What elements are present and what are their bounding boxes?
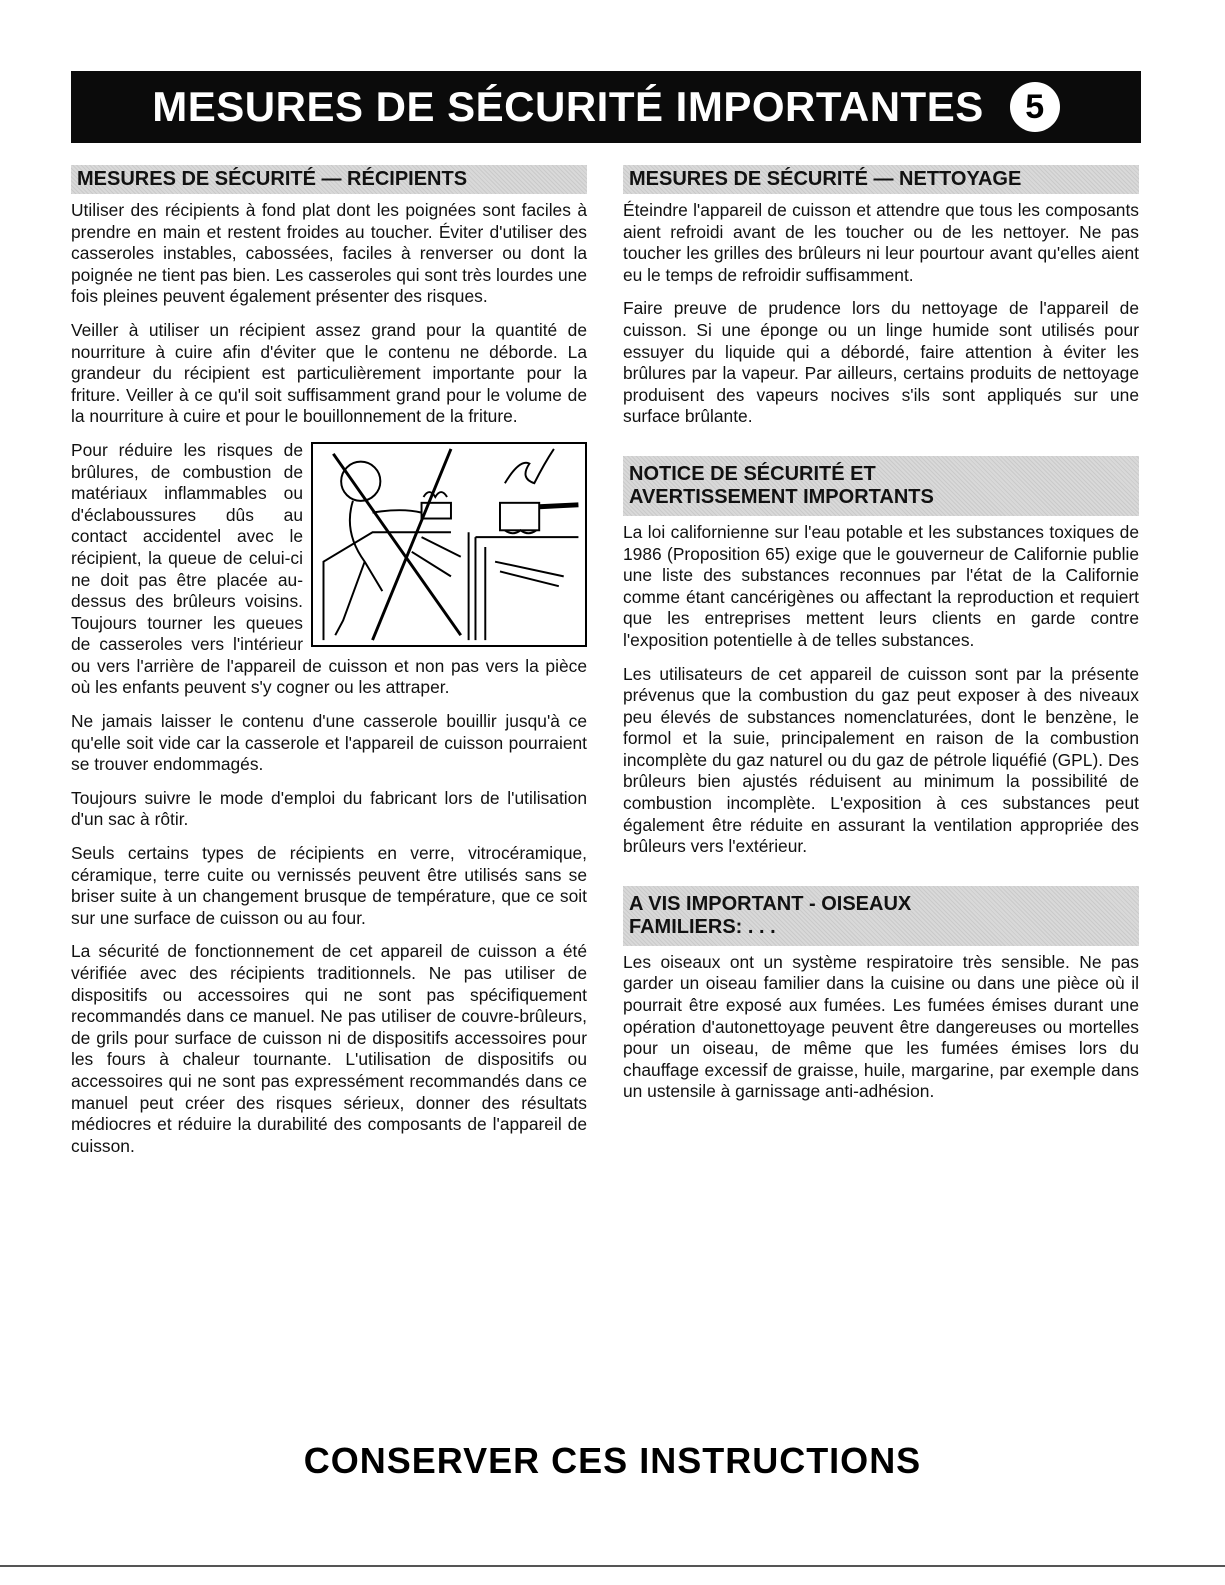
cleaning-paragraph-2: Faire preuve de prudence lors du nettoyage de l'appareil de cuisson. Si une éponge ou un linge humide sont utilisés pour essuyer du liquide qui a débordé, faire attention à éviter les brûlures par la vapeur. Par ailleurs, certains produits de nettoyage produisent des vapeurs nocives s'ils sont appliqués sur une surface brûlante. <box>623 298 1139 427</box>
birds-paragraph: Les oiseaux ont un système respiratoire très sensible. Ne pas garder un oiseau familier dans la cuisine ou dans une pièce où il pourrait être exposé aux fumées. Les fumées émises durant une opération d'autonettoyage peuvent être dangereuses ou mortelles pour un oiseau, de même que les fumées émises lors du chauffage excessif de graisse, huile, margarine, par exemple dans un ustensile à garnissage anti-adhésion. <box>623 951 1139 1102</box>
title-banner <box>71 71 1141 143</box>
page-title: MESURES DE SÉCURITÉ IMPORTANTES <box>152 83 984 130</box>
footer-instructions: CONSERVER CES INSTRUCTIONS <box>303 1440 922 1481</box>
notice-heading <box>623 456 1139 516</box>
birds-heading <box>623 886 1139 946</box>
notice-heading-line-1: NOTICE DE SÉCURITÉ ET <box>629 462 876 485</box>
notice-paragraph-1: La loi californienne sur l'eau potable et les substances toxiques de 1986 (Proposition 65) exige que le gouverneur de Californie publie une liste des substances reconnues par l'état de la Californie comme étant cancérigènes ou affectant la reproduction et requiert que les entreprises mettent leurs clients en garde contre l'exposition potentielle à de telles substances. <box>623 521 1139 650</box>
birds-heading-line-1: A VIS IMPORTANT - OISEAUX <box>629 892 912 915</box>
recipients-paragraph-6: Seuls certains types de récipients en verre, vitrocéramique, céramique, terre cuite ou vernissés peuvent être utilisés sans se briser suite à un changement brusque de température, que ce soit sur une surface de cuisson ou au four. <box>71 843 587 928</box>
bottom-divider <box>0 1565 1225 1567</box>
pan-handle-drawing <box>313 444 585 645</box>
recipients-heading: MESURES DE SÉCURITÉ — RÉCIPIENTS <box>71 165 587 194</box>
recipients-paragraph-1: Utiliser des récipients à fond plat dont les poignées sont faciles à prendre en main et restent froides au toucher. Éviter d'utiliser des casseroles instables, cabossées, faciles à renverser ou dont la poignée ne tient pas bien. Les casseroles qui sont très lourdes une fois pleines peuvent également présenter des risques. <box>71 200 587 307</box>
notice-heading-line-2: AVERTISSEMENT IMPORTANTS <box>629 485 934 508</box>
recipients-paragraph-7: La sécurité de fonctionnement de cet appareil de cuisson a été vérifiée avec des récipients traditionnels. Ne pas utiliser de dispositifs ou accessoires qui ne sont pas spécifiquement recommandés dans ce manuel. Ne pas utiliser de couvre-brûleurs, de grils pour surface de cuisson ni de dispositifs accessoires pour les fours à chaleur tournante. L'utilisation de dispositifs ou accessoires qui ne sont pas expressément recommandés dans ce manuel peut créer des risques sérieux, donner des résultats médiocres et réduire la durabilité des composants de l'appareil de cuisson. <box>71 941 587 1156</box>
page-number-badge: 5 <box>1010 82 1060 132</box>
recipients-paragraph-3: Pour réduire les risques de brûlures, de combustion de matériaux inflammables ou d'éclaboussures dûs au contact accidentel avec le récipient, la queue de celui-ci ne doit pas être placée au-dessus des brûleurs voisins. Toujours tourner les queues de casseroles vers l'intérieur ou vers l'arrière de l'appareil de cuisson et non pas vers la pièce où les enfants peuvent s'y cogner ou les attraper. <box>71 439 587 698</box>
pan-handle-illustration <box>311 442 587 647</box>
left-column <box>71 165 587 1169</box>
cleaning-heading: MESURES DE SÉCURITÉ — NETTOYAGE <box>623 165 1139 194</box>
cleaning-paragraph-1: Éteindre l'appareil de cuisson et attendre que tous les composants aient refroidi avant de les toucher ou de les nettoyer. Ne pas toucher les grilles des brûleurs ni leur pourtour avant qu'elles aient eu le temps de refroidir suffisamment. <box>623 200 1139 285</box>
birds-heading-line-2: FAMILIERS: . . . <box>629 915 776 938</box>
recipients-paragraph-5: Toujours suivre le mode d'emploi du fabricant lors de l'utilisation d'un sac à rôtir. <box>71 787 587 830</box>
recipients-paragraph-2: Veiller à utiliser un récipient assez grand pour la quantité de nourriture à cuire afin d'éviter que le contenu ne déborde. La grandeur du récipient est particulièrement importante pour la friture. Veiller à ce qu'il soit suffisamment grand pour le volume de la nourriture à cuire et pour le bouillonnement de la friture. <box>71 319 587 427</box>
right-column <box>623 165 1139 1115</box>
notice-paragraph-2: Les utilisateurs de cet appareil de cuisson sont par la présente prévenus que la combustion du gaz peut exposer à des niveaux peu élevés de substances nomenclaturées, dont le benzène, le formol et la suie, principalement en raison de la combustion incomplète du gaz naturel ou du gaz de pétrole liquéfié (GPL). Des brûleurs bien ajustés réduisent au minimum la possibilité de combustion incomplète. L'exposition à ces substances peut également être réduite en assurant la ventilation appropriée des brûleurs vers l'extérieur. <box>623 663 1139 857</box>
recipients-paragraph-4: Ne jamais laisser le contenu d'une casserole bouillir jusqu'à ce qu'elle soit vide car la casserole et l'appareil de cuisson pourraient se trouver endommagés. <box>71 711 587 775</box>
